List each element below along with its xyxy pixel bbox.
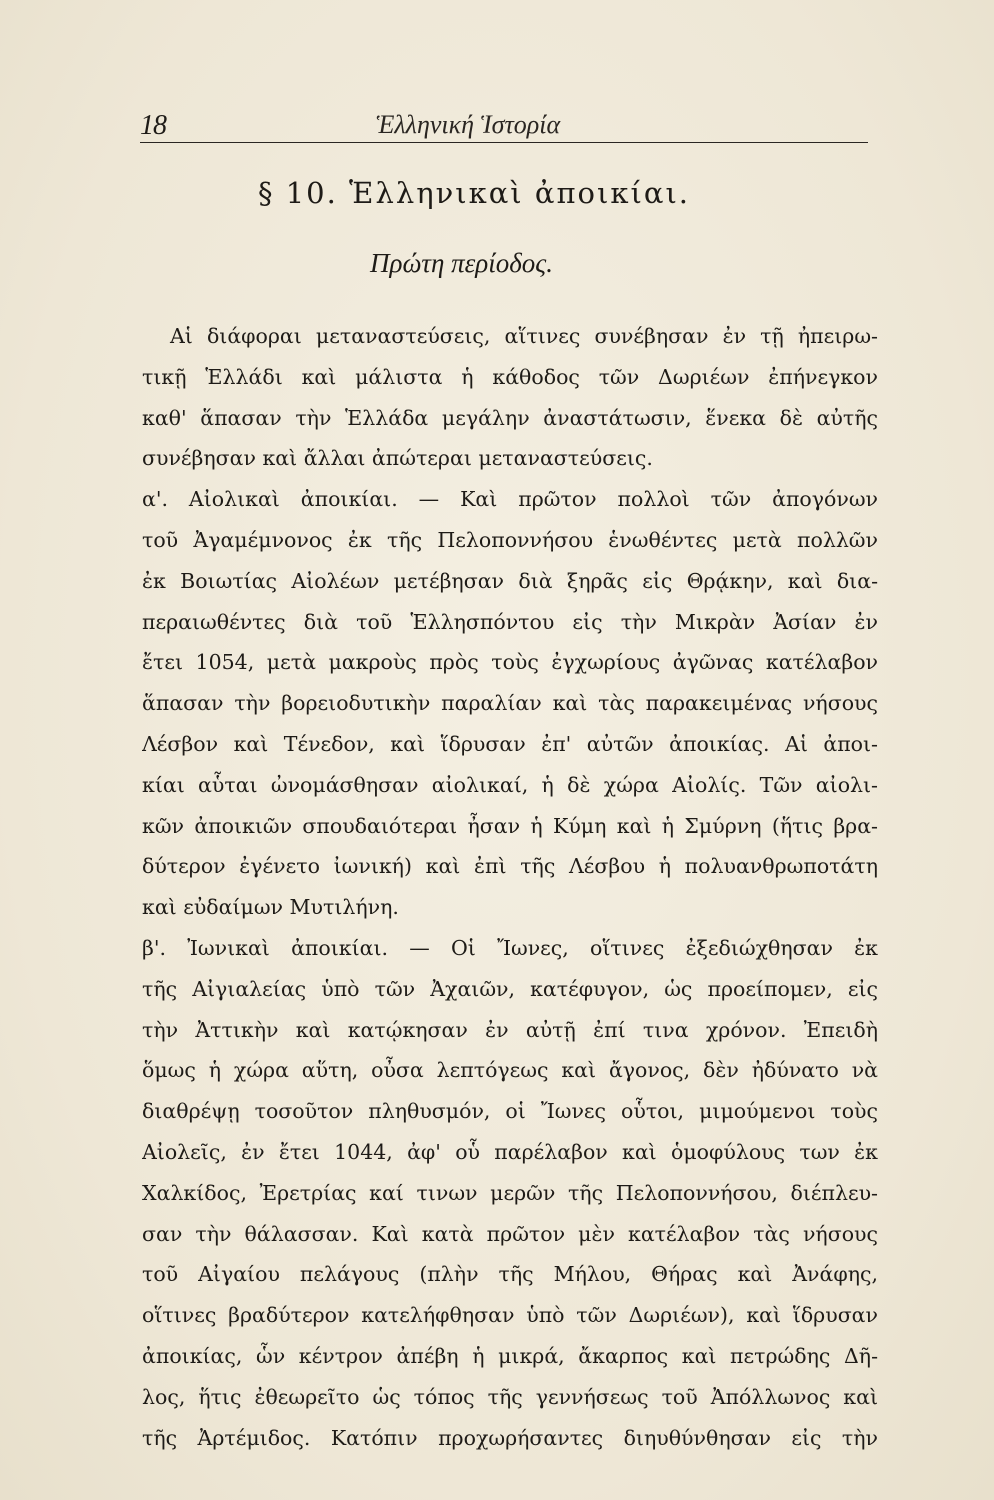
running-head: Ἑλληνική Ἱστορία — [376, 110, 561, 139]
text-line: κῶν ἀποικιῶν σπουδαιότεραι ἦσαν ἡ Κύμη καὶ ἡ Σμύρνη (ἥτις βρα- — [142, 813, 878, 838]
text-line: λος, ἥτις ἐθεωρεῖτο ὡς τόπος τῆς γεννήσεως τοῦ Ἀπόλλωνος καὶ — [142, 1384, 878, 1409]
text-line: τὴν Ἀττικὴν καὶ κατῴκησαν ἐν αὐτῇ ἐπί τινα χρόνον. Ἐπειδὴ — [142, 1017, 878, 1042]
text-line: κίαι αὗται ὠνομάσθησαν αἰολικαί, ἡ δὲ χώρα Αἰολίς. Τῶν αἰολι- — [142, 772, 878, 797]
text-line: τῆς Ἀρτέμιδος. Κατόπιν προχωρήσαντες διηυθύνθησαν εἰς τὴν — [142, 1425, 878, 1450]
page-number: 18 — [140, 110, 166, 141]
text-line: Λέσβον καὶ Τένεδον, καὶ ἵδρυσαν ἐπ' αὐτῶν ἀποικίας. Αἱ ἀποι- — [142, 731, 878, 756]
text-line: β'. Ἰωνικαὶ ἀποικίαι. — Οἱ Ἴωνες, οἵτινες ἐξεδιώχθησαν ἐκ — [142, 935, 878, 960]
text-line: ὅμως ἡ χώρα αὕτη, οὖσα λεπτόγεως καὶ ἄγονος, δὲν ἠδύνατο νὰ — [142, 1058, 878, 1083]
text-line: σαν τὴν θάλασσαν. Καὶ κατὰ πρῶτον μὲν κατέλαβον τὰς νήσους — [142, 1221, 878, 1246]
text-line: καὶ εὐδαίμων Μυτιλήνη. — [142, 895, 399, 920]
text-line: α'. Αἰολικαὶ ἀποικίαι. — Καὶ πρῶτον πολλοὶ τῶν ἀπογόνων — [142, 487, 878, 512]
text-line: περαιωθέντες διὰ τοῦ Ἑλλησπόντου εἰς τὴν Μικρὰν Ἀσίαν ἐν — [142, 609, 878, 634]
text-line: οἵτινες βραδύτερον κατελήφθησαν ὑπὸ τῶν Δωριέων), καὶ ἵδρυσαν — [142, 1303, 878, 1328]
text-line: Χαλκίδος, Ἐρετρίας καί τινων μερῶν τῆς Πελοποννήσου, διέπλευ- — [142, 1180, 878, 1205]
text-line: Αἱ διάφοραι μεταναστεύσεις, αἵτινες συνέβησαν ἐν τῇ ἠπειρω- — [170, 324, 878, 348]
text-line: τοῦ Αἰγαίου πελάγους (πλὴν τῆς Μήλου, Θήρας καὶ Ἀνάφης, — [142, 1262, 878, 1287]
text-line: καθ' ἅπασαν τὴν Ἑλλάδα μεγάλην ἀναστάτωσιν, ἕνεκα δὲ αὐτῆς — [142, 405, 878, 430]
text-line: Αἰολεῖς, ἐν ἔτει 1044, ἀφ' οὗ παρέλαβον καὶ ὁμοφύλους των ἐκ — [142, 1139, 878, 1164]
text-line: ἀποικίας, ὧν κέντρον ἀπέβη ἡ μικρά, ἄκαρπος καὶ πετρώδης Δῆ- — [142, 1343, 878, 1368]
text-line: τοῦ Ἀγαμέμνονος ἐκ τῆς Πελοποννήσου ἑνωθέντες μετὰ πολλῶν — [142, 527, 878, 552]
section-subtitle: Πρώτη περίοδος. — [370, 248, 553, 278]
text-line: ἅπασαν τὴν βορειοδυτικὴν παραλίαν καὶ τὰς παρακειμένας νήσους — [142, 691, 878, 716]
text-line: ἐκ Βοιωτίας Αἰολέων μετέβησαν διὰ ξηρᾶς εἰς Θρᾴκην, καὶ δια- — [142, 568, 878, 593]
text-line: τικῇ Ἑλλάδι καὶ μάλιστα ἡ κάθοδος τῶν Δωριέων ἐπήνεγκον — [142, 364, 878, 389]
body-text — [142, 316, 878, 1458]
text-line: τῆς Αἰγιαλείας ὑπὸ τῶν Ἀχαιῶν, κατέφυγον, ὡς προείπομεν, εἰς — [142, 976, 878, 1001]
text-line: συνέβησαν καὶ ἄλλαι ἀπώτεραι μεταναστεύσεις. — [142, 446, 653, 471]
section-title: § 10. Ἑλληνικαὶ ἀποικίαι. — [258, 176, 691, 210]
text-line: ἔτει 1054, μετὰ μακροὺς πρὸς τοὺς ἐγχωρίους ἀγῶνας κατέλαβον — [142, 650, 878, 675]
page-header — [140, 108, 868, 143]
text-line: διαθρέψῃ τοσοῦτον πληθυσμόν, οἱ Ἴωνες οὗτοι, μιμούμενοι τοὺς — [142, 1099, 878, 1124]
text-line: δύτερον ἐγένετο ἰωνική) καὶ ἐπὶ τῆς Λέσβου ἡ πολυανθρωποτάτη — [142, 854, 878, 879]
